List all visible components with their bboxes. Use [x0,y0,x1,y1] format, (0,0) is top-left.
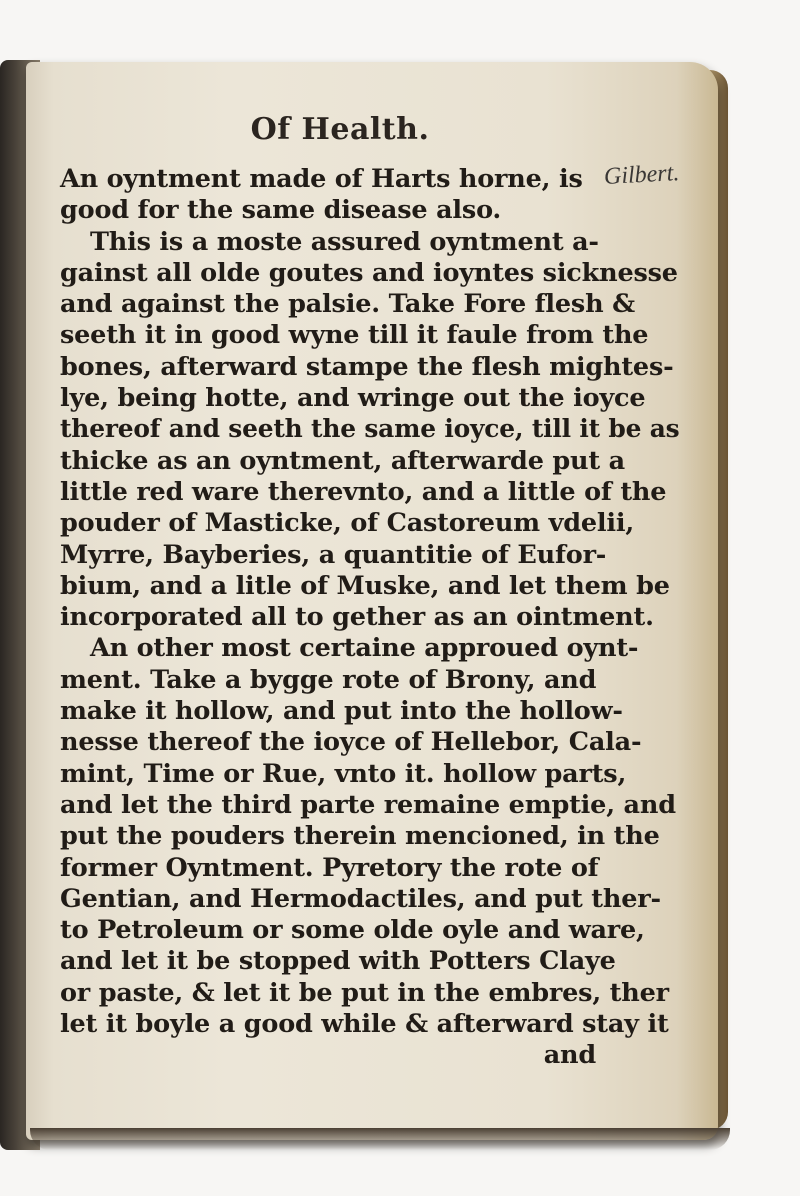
text-line: thicke as an oyntment, afterwarde put a [60,445,625,476]
text-line: Myrre, Bayberies, a quantitie of Eufor- [60,539,607,570]
running-head: Of Health. [250,112,430,147]
text-line: and let the third parte remaine emptie, and [60,789,676,820]
text-line: Gentian, and Hermodactiles, and put ther- [60,883,661,914]
text-line: pouder of Masticke, of Castoreum vdelii, [60,508,635,539]
text-line: former Oyntment. Pyretory the rote of [60,852,599,883]
handwritten-margin-note: Gilbert. [603,160,680,190]
text-line: lye, being hotte, and wringe out the ioyce [60,383,646,414]
page-bottom-shadow [30,1128,730,1150]
text-line: and against the palsie. Take Fore flesh & [60,289,635,320]
text-line: make it hollow, and put into the hollow- [60,696,623,727]
text-line: thereof and seeth the same ioyce, till it be as [60,414,680,445]
text-line: mint, Time or Rue, vnto it. hollow parts, [60,758,627,789]
text-line: An other most certaine approued oynt- [90,633,639,664]
body-text [60,164,680,1072]
text-line: bones, afterward stampe the flesh mightes- [60,351,674,382]
text-line: little red ware therevnto, and a little of the [60,476,667,507]
text-line: let it boyle a good while & afterward stay it [60,1009,669,1040]
text-line: or paste, & let it be put in the embres, ther [60,977,669,1008]
text-line: and let it be stopped with Potters Claye [60,946,616,977]
text-line: nesse thereof the ioyce of Hellebor, Cala- [60,727,642,758]
text-line: gainst all olde goutes and ioyntes sicknesse [60,257,678,288]
text-line: This is a moste assured oyntment a- [90,226,599,257]
text-line: put the pouders therein mencioned, in the [60,821,660,852]
text-line: to Petroleum or some olde oyle and ware, [60,915,645,946]
text-line: An oyntment made of Harts horne, is [60,164,583,194]
text-line: ment. Take a bygge rote of Brony, and [60,664,597,695]
text-line: bium, and a litle of Muske, and let them be [60,570,670,601]
text-line: seeth it in good wyne till it faule from the [60,320,649,351]
text-line: incorporated all to gether as an ointment. [60,602,654,633]
catchword: and [543,1040,596,1071]
text-line: good for the same disease also. [60,195,502,226]
